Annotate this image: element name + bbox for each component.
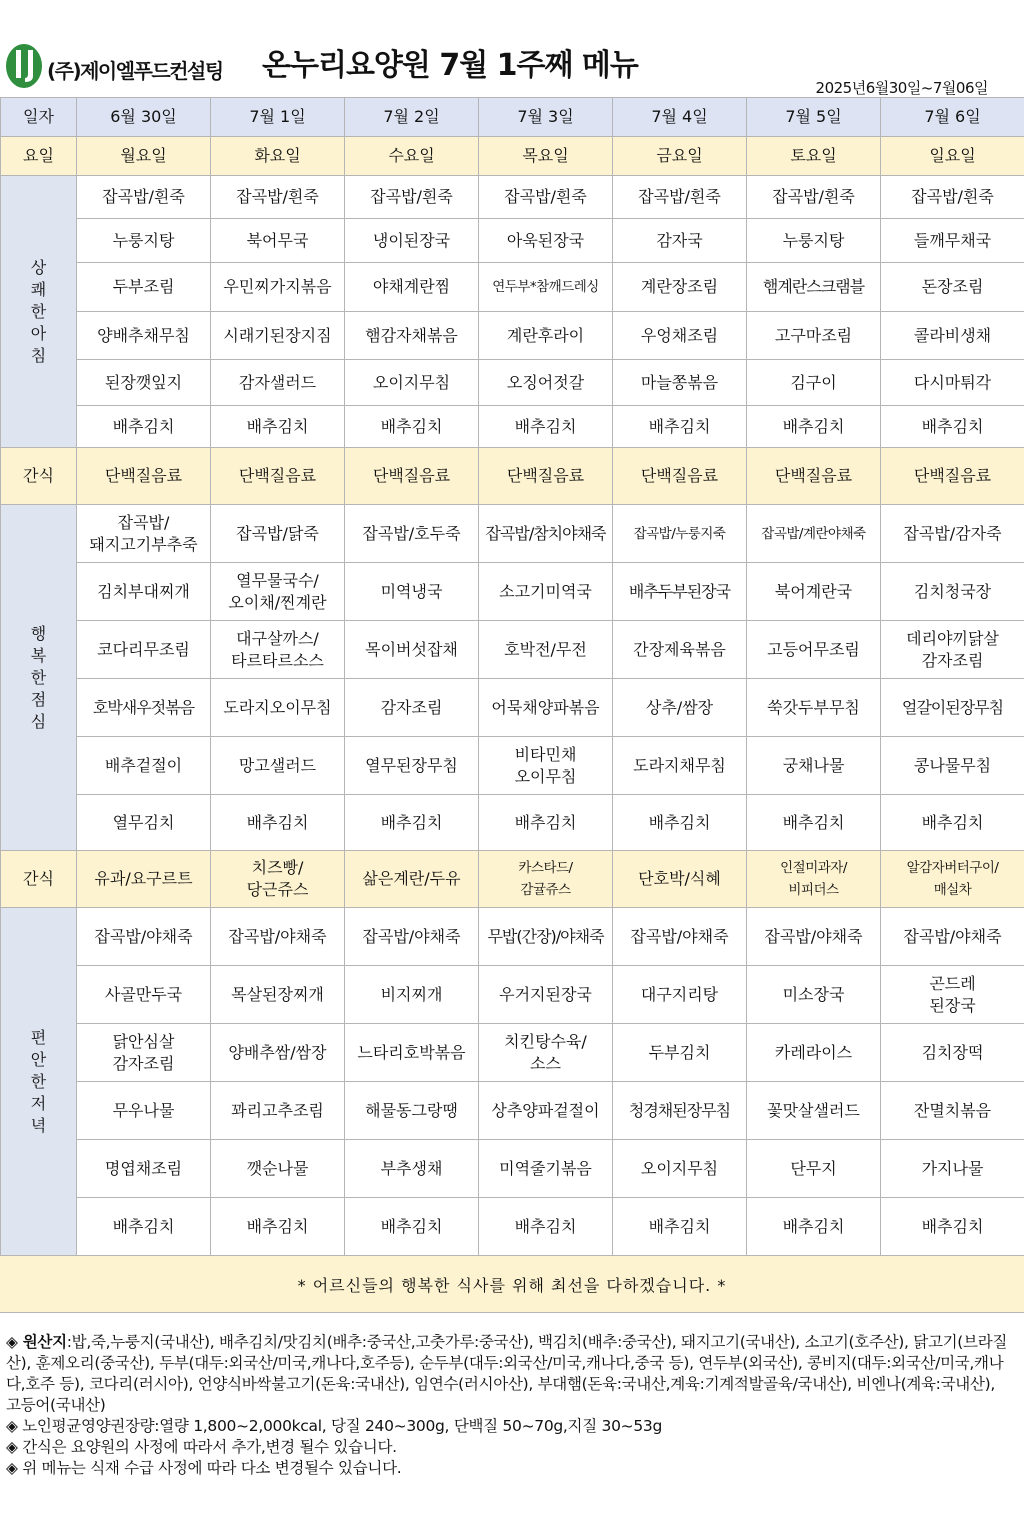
dinner-item: 미소장국 [747, 966, 881, 1024]
snack2-item: 유과/요구르트 [77, 851, 211, 908]
dinner-item: 배추김치 [613, 1198, 747, 1256]
dinner-item: 잔멸치볶음 [881, 1082, 1024, 1140]
breakfast-item: 연두부*참깨드레싱 [479, 263, 613, 312]
lunch-item: 김치부대찌개 [77, 563, 211, 621]
lunch-item: 도라지오이무침 [211, 679, 345, 737]
snack-change-note: ◈ 간식은 요양원의 사정에 따라서 추가,변경 될수 있습니다. [6, 1438, 397, 1456]
dinner-item: 무우나물 [77, 1082, 211, 1140]
date-cell: 7월 1일 [211, 98, 345, 137]
lunch-row [1, 795, 1024, 851]
company-name: (주)제이엘푸드컨설팅 [47, 59, 223, 83]
dinner-item: 대구지리탕 [613, 966, 747, 1024]
dinner-item: 해물동그랑땡 [345, 1082, 479, 1140]
lunch-item: 코다리무조림 [77, 621, 211, 679]
breakfast-item: 잡곡밥/흰죽 [747, 176, 881, 219]
lunch-item: 비타민채 오이무침 [479, 737, 613, 795]
dinner-item: 잡곡밥/야채죽 [77, 908, 211, 966]
lunch-item: 배추김치 [747, 795, 881, 851]
lunch-item: 미역냉국 [345, 563, 479, 621]
breakfast-item: 우엉채조림 [613, 312, 747, 360]
lunch-item: 도라지채무침 [613, 737, 747, 795]
lunch-item: 어묵채양파볶음 [479, 679, 613, 737]
closing-message: * 어르신들의 행복한 식사를 위해 최선을 다하겠습니다. * [0, 1255, 1024, 1313]
dinner-item: 꽃맛살샐러드 [747, 1082, 881, 1140]
lunch-row [1, 737, 1024, 795]
dinner-row [1, 908, 1024, 966]
breakfast-label: 상 쾌 한 아 침 [1, 176, 77, 448]
breakfast-item: 배추김치 [77, 406, 211, 448]
breakfast-item: 햄계란스크램블 [747, 263, 881, 312]
weekday-cell: 화요일 [211, 137, 345, 176]
dinner-item: 곤드레 된장국 [881, 966, 1024, 1024]
breakfast-item: 오징어젓갈 [479, 360, 613, 406]
breakfast-item: 누룽지탕 [747, 219, 881, 263]
lunch-item: 쑥갓두부무침 [747, 679, 881, 737]
breakfast-item: 돈장조림 [881, 263, 1024, 312]
lunch-item: 잡곡밥/닭죽 [211, 505, 345, 563]
dinner-label: 편 안 한 저 녁 [1, 908, 77, 1256]
breakfast-item: 콜라비생채 [881, 312, 1024, 360]
lunch-item: 배추겉절이 [77, 737, 211, 795]
snack2-label: 간식 [1, 851, 77, 908]
breakfast-item: 배추김치 [613, 406, 747, 448]
breakfast-item: 배추김치 [345, 406, 479, 448]
lunch-item: 배추김치 [345, 795, 479, 851]
breakfast-item: 김구이 [747, 360, 881, 406]
dinner-item: 오이지무침 [613, 1140, 747, 1198]
date-cell: 6월 30일 [77, 98, 211, 137]
lunch-item: 소고기미역국 [479, 563, 613, 621]
lunch-item: 데리야끼닭살 감자조림 [881, 621, 1024, 679]
lunch-item: 잡곡밥/호두죽 [345, 505, 479, 563]
dinner-item: 무밥(간장)/야채죽 [479, 908, 613, 966]
lunch-item: 잡곡밥/감자죽 [881, 505, 1024, 563]
breakfast-item: 계란장조림 [613, 263, 747, 312]
date-cell: 7월 5일 [747, 98, 881, 137]
lunch-row [1, 679, 1024, 737]
snack1-row [1, 448, 1024, 505]
dinner-row [1, 1024, 1024, 1082]
lunch-item: 잡곡밥/참치야채죽 [479, 505, 613, 563]
dinner-item: 잡곡밥/야채죽 [211, 908, 345, 966]
lunch-label: 행 복 한 점 심 [1, 505, 77, 851]
menu-table [0, 97, 1024, 1256]
breakfast-item: 햄감자채볶음 [345, 312, 479, 360]
dinner-item: 목살된장찌개 [211, 966, 345, 1024]
dinner-row [1, 1082, 1024, 1140]
date-cell: 7월 4일 [613, 98, 747, 137]
lunch-item: 배추김치 [479, 795, 613, 851]
origin-text: :밥,죽,누룽지(국내산), 배추김치/맛김치(배추:중국산,고춧가루:중국산), 백김치(배추:중국산), 돼지고기(국내산), 소고기(호주산), 닭고기(브라질산), 훈제오리(중국산), 두부(대두:외국산/미국,캐나다,호주등), 순두부(대두:외국산/미국,캐나다,중국 등), 연두부(외국산), 콩비지(대두:외국산/미국,캐나다,호주 등), 코다리(러시아), 언양식바싹불고기(돈육:국내산), 임연수(러시아산), 부대햄(돈육:국내산,계육:기계적발골육/국내산), 비엔나(계육:국내산), 고등어(국내산) [6, 1333, 1008, 1414]
dinner-row [1, 966, 1024, 1024]
breakfast-item: 북어무국 [211, 219, 345, 263]
lunch-item: 열무물국수/ 오이채/찐계란 [211, 563, 345, 621]
snack2-item: 단호박/식혜 [613, 851, 747, 908]
page-header [0, 0, 1024, 97]
lunch-item: 상추/쌈장 [613, 679, 747, 737]
lunch-row [1, 563, 1024, 621]
menu-change-note: ◈ 위 메뉴는 식재 수급 사정에 따라 다소 변경될수 있습니다. [6, 1459, 402, 1477]
breakfast-item: 잡곡밥/흰죽 [881, 176, 1024, 219]
breakfast-item: 계란후라이 [479, 312, 613, 360]
dinner-item: 잡곡밥/야채죽 [613, 908, 747, 966]
lunch-item: 간장제육볶음 [613, 621, 747, 679]
breakfast-item: 오이지무침 [345, 360, 479, 406]
date-label: 일자 [1, 98, 77, 137]
lunch-row [1, 505, 1024, 563]
dinner-row [1, 1140, 1024, 1198]
breakfast-item: 잡곡밥/흰죽 [211, 176, 345, 219]
page-title: 온누리요양원 7월 1주째 메뉴 [262, 48, 638, 83]
lunch-item: 얼갈이된장무침 [881, 679, 1024, 737]
breakfast-item: 배추김치 [881, 406, 1024, 448]
dinner-item: 배추김치 [881, 1198, 1024, 1256]
snack1-item: 단백질음료 [881, 448, 1024, 505]
snack1-label: 간식 [1, 448, 77, 505]
breakfast-row [1, 406, 1024, 448]
breakfast-item: 아욱된장국 [479, 219, 613, 263]
lunch-item: 대구살까스/ 타르타르소스 [211, 621, 345, 679]
breakfast-row [1, 312, 1024, 360]
lunch-item: 호박새우젓볶음 [77, 679, 211, 737]
lunch-item: 김치청국장 [881, 563, 1024, 621]
breakfast-item: 양배추채무침 [77, 312, 211, 360]
breakfast-item: 감자국 [613, 219, 747, 263]
breakfast-item: 시래기된장지짐 [211, 312, 345, 360]
dinner-item: 비지찌개 [345, 966, 479, 1024]
weekday-cell: 토요일 [747, 137, 881, 176]
date-cell: 7월 2일 [345, 98, 479, 137]
lunch-item: 잡곡밥/ 돼지고기부추죽 [77, 505, 211, 563]
dinner-item: 배추김치 [77, 1198, 211, 1256]
dinner-item: 양배추쌈/쌈장 [211, 1024, 345, 1082]
snack2-item: 인절미과자/ 비피더스 [747, 851, 881, 908]
lunch-item: 북어계란국 [747, 563, 881, 621]
dinner-item: 배추김치 [747, 1198, 881, 1256]
dinner-item: 우거지된장국 [479, 966, 613, 1024]
breakfast-item: 고구마조림 [747, 312, 881, 360]
dinner-item: 김치장떡 [881, 1024, 1024, 1082]
dinner-item: 청경채된장무침 [613, 1082, 747, 1140]
lunch-item: 호박전/무전 [479, 621, 613, 679]
breakfast-item: 우민찌가지볶음 [211, 263, 345, 312]
lunch-item: 배추두부된장국 [613, 563, 747, 621]
weekday-cell: 수요일 [345, 137, 479, 176]
snack1-item: 단백질음료 [211, 448, 345, 505]
dinner-item: 잡곡밥/야채죽 [881, 908, 1024, 966]
lunch-item: 열무된장무침 [345, 737, 479, 795]
dinner-item: 치킨탕수육/ 소스 [479, 1024, 613, 1082]
breakfast-item: 두부조림 [77, 263, 211, 312]
origin-note [6, 1332, 1014, 1416]
dinner-item: 꽈리고추조림 [211, 1082, 345, 1140]
lunch-item: 콩나물무침 [881, 737, 1024, 795]
date-cell: 7월 6일 [881, 98, 1024, 137]
dinner-item: 명엽채조림 [77, 1140, 211, 1198]
snack2-item: 삶은계란/두유 [345, 851, 479, 908]
dinner-item: 잡곡밥/야채죽 [345, 908, 479, 966]
lunch-item: 망고샐러드 [211, 737, 345, 795]
dinner-item: 부추생채 [345, 1140, 479, 1198]
snack1-item: 단백질음료 [747, 448, 881, 505]
dinner-item: 깻순나물 [211, 1140, 345, 1198]
breakfast-item: 냉이된장국 [345, 219, 479, 263]
dinner-item: 카레라이스 [747, 1024, 881, 1082]
weekday-row [1, 137, 1024, 176]
lunch-item: 잡곡밥/계란야채죽 [747, 505, 881, 563]
weekday-label: 요일 [1, 137, 77, 176]
weekday-cell: 일요일 [881, 137, 1024, 176]
weekday-cell: 목요일 [479, 137, 613, 176]
lunch-item: 배추김치 [211, 795, 345, 851]
dinner-item: 배추김치 [479, 1198, 613, 1256]
dinner-item: 느타리호박볶음 [345, 1024, 479, 1082]
dinner-item: 배추김치 [211, 1198, 345, 1256]
lunch-item: 궁채나물 [747, 737, 881, 795]
snack2-item: 알감자버터구이/ 매실차 [881, 851, 1024, 908]
dinner-row [1, 1198, 1024, 1256]
breakfast-item: 감자샐러드 [211, 360, 345, 406]
dinner-item: 잡곡밥/야채죽 [747, 908, 881, 966]
lunch-item: 배추김치 [881, 795, 1024, 851]
lunch-row [1, 621, 1024, 679]
dinner-item: 미역줄기볶음 [479, 1140, 613, 1198]
weekday-cell: 월요일 [77, 137, 211, 176]
breakfast-row [1, 176, 1024, 219]
breakfast-item: 마늘쫑볶음 [613, 360, 747, 406]
dinner-item: 배추김치 [345, 1198, 479, 1256]
breakfast-row [1, 360, 1024, 406]
dinner-item: 가지나물 [881, 1140, 1024, 1198]
breakfast-item: 배추김치 [211, 406, 345, 448]
dinner-item: 사골만두국 [77, 966, 211, 1024]
lunch-item: 목이버섯잡채 [345, 621, 479, 679]
snack1-item: 단백질음료 [479, 448, 613, 505]
lunch-item: 배추김치 [613, 795, 747, 851]
lunch-item: 고등어무조림 [747, 621, 881, 679]
breakfast-row [1, 263, 1024, 312]
snack1-item: 단백질음료 [77, 448, 211, 505]
company-logo-icon [4, 42, 44, 90]
lunch-item: 잡곡밥/누룽지죽 [613, 505, 747, 563]
breakfast-item: 잡곡밥/흰죽 [77, 176, 211, 219]
breakfast-row [1, 219, 1024, 263]
date-cell: 7월 3일 [479, 98, 613, 137]
menu-period: 2025년6월30일~7월06일 [815, 79, 988, 97]
origin-label: ◈ 원산지 [6, 1333, 67, 1351]
breakfast-item: 배추김치 [479, 406, 613, 448]
breakfast-item: 배추김치 [747, 406, 881, 448]
lunch-item: 열무김치 [77, 795, 211, 851]
dinner-item: 상추양파겉절이 [479, 1082, 613, 1140]
snack2-item: 치즈빵/ 당근쥬스 [211, 851, 345, 908]
breakfast-item: 들깨무채국 [881, 219, 1024, 263]
dinner-item: 단무지 [747, 1140, 881, 1198]
breakfast-item: 누룽지탕 [77, 219, 211, 263]
breakfast-item: 야채계란찜 [345, 263, 479, 312]
breakfast-item: 잡곡밥/흰죽 [479, 176, 613, 219]
weekday-cell: 금요일 [613, 137, 747, 176]
notes-section [6, 1332, 1014, 1479]
lunch-item: 감자조림 [345, 679, 479, 737]
date-row [1, 98, 1024, 137]
breakfast-item: 된장깻잎지 [77, 360, 211, 406]
breakfast-item: 다시마튀각 [881, 360, 1024, 406]
snack1-item: 단백질음료 [345, 448, 479, 505]
breakfast-item: 잡곡밥/흰죽 [613, 176, 747, 219]
nutrition-note: ◈ 노인평균영양권장량:열량 1,800~2,000kcal, 당질 240~300g, 단백질 50~70g,지질 30~53g [6, 1417, 663, 1435]
breakfast-item: 잡곡밥/흰죽 [345, 176, 479, 219]
snack1-item: 단백질음료 [613, 448, 747, 505]
dinner-item: 닭안심살 감자조림 [77, 1024, 211, 1082]
dinner-item: 두부김치 [613, 1024, 747, 1082]
snack2-item: 카스타드/ 감귤쥬스 [479, 851, 613, 908]
snack2-row [1, 851, 1024, 908]
